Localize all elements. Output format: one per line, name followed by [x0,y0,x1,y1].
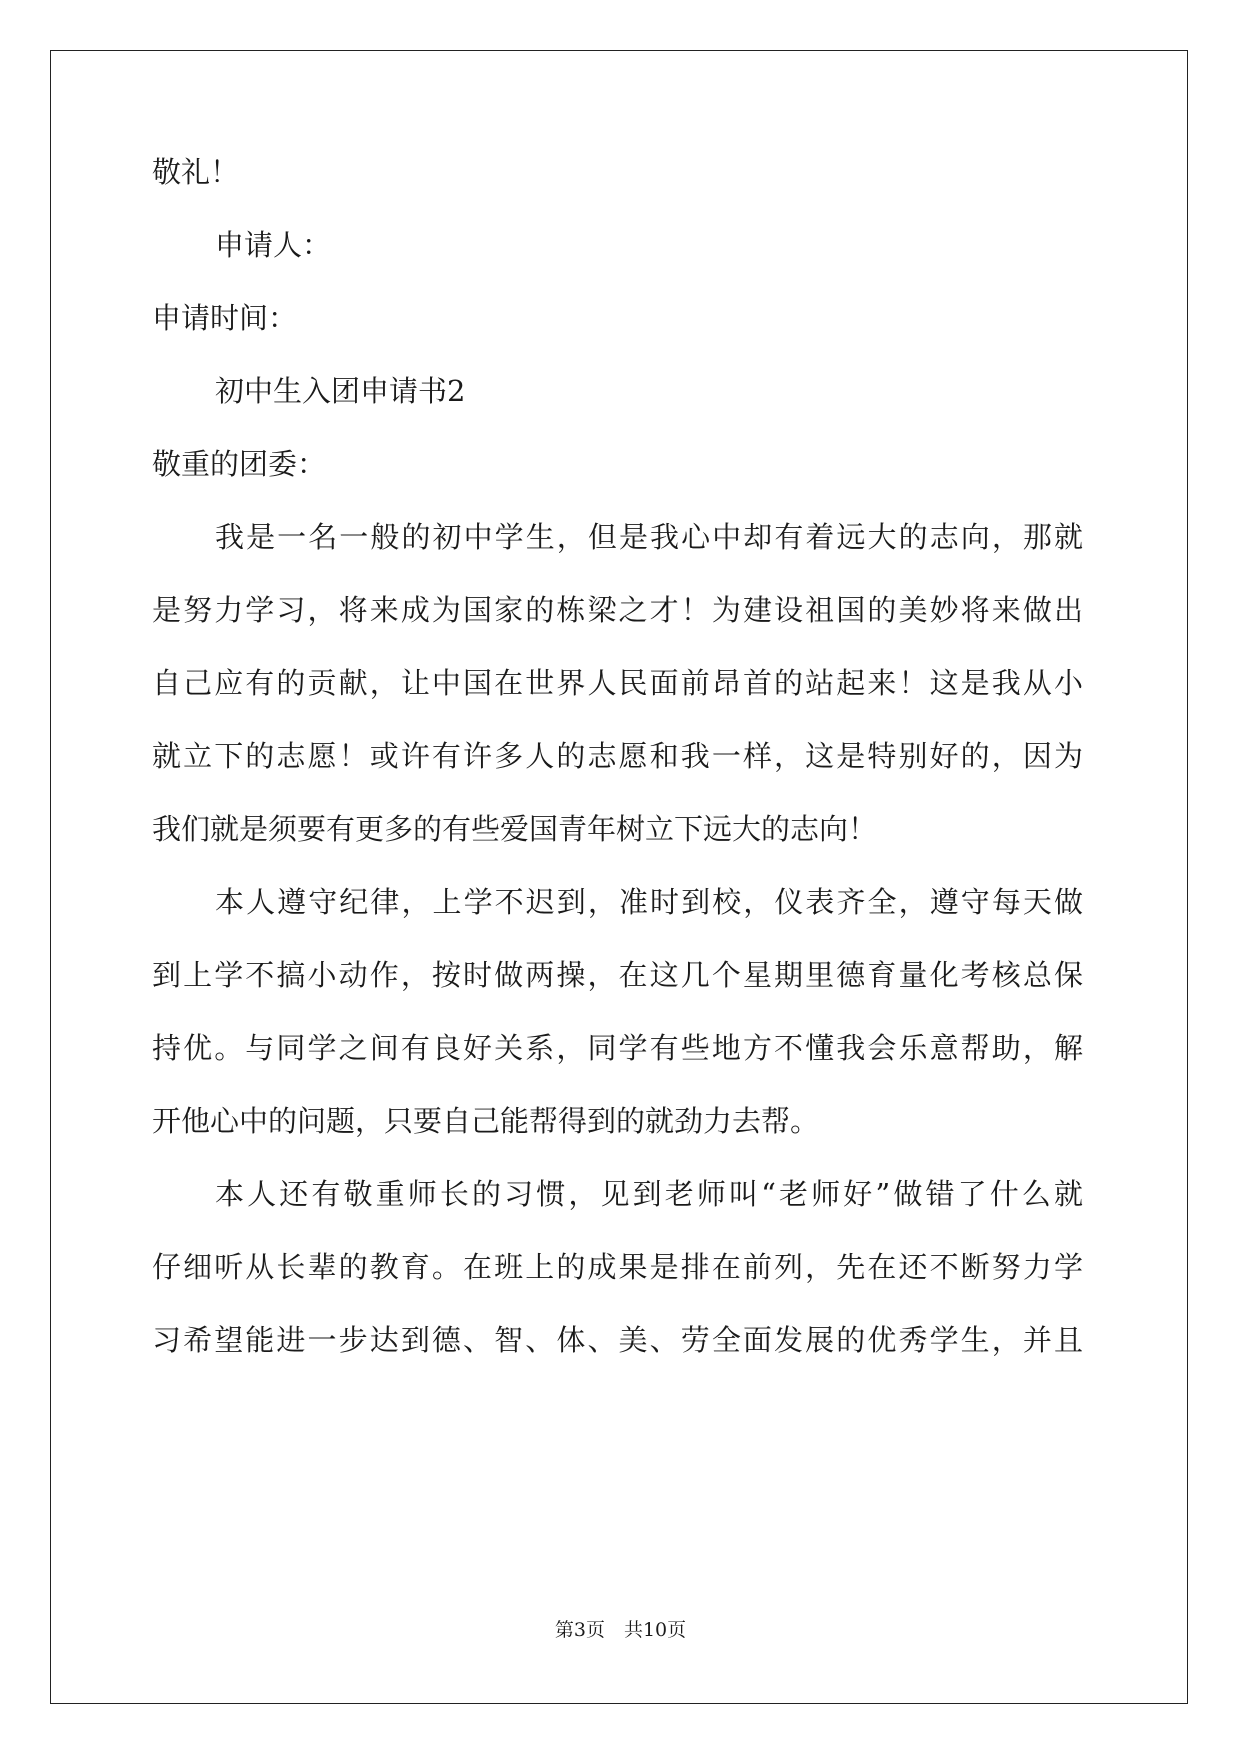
paragraph-2-line-1: 本人遵守纪律，上学不迟到，准时到校，仪表齐全，遵守每天做 [215,885,1083,919]
applicant-label: 申请人： [215,228,332,262]
paragraph-1-line-4: 就立下的志愿！或许有许多人的志愿和我一样，这是特别好的，因为 [152,739,1083,773]
paragraph-3-line-3: 习希望能进一步达到德、智、体、美、劳全面发展的优秀学生，并且 [152,1323,1083,1357]
paragraph-1-line-5: 我们就是须要有更多的有些爱国青年树立下远大的志向！ [152,812,878,846]
application-date-label: 申请时间： [152,301,298,335]
salutation: 敬重的团委： [152,447,327,481]
paragraph-1-line-3: 自己应有的贡献，让中国在世界人民面前昂首的站起来！这是我从小 [152,666,1083,700]
paragraph-3-line-1: 本人还有敬重师长的习惯，见到老师叫“老师好”做错了什么就 [215,1177,1083,1211]
closing-salute: 敬礼！ [152,155,240,189]
paragraph-2-line-4: 开他心中的问题，只要自己能帮得到的就劲力去帮。 [152,1104,820,1138]
paragraph-2-line-2: 到上学不搞小动作，按时做两操，在这几个星期里德育量化考核总保 [152,958,1083,992]
page-number-footer: 第3页 共10页 [554,1619,687,1641]
paragraph-1-line-2: 是努力学习，将来成为国家的栋梁之才！为建设祖国的美妙将来做出 [152,593,1083,627]
paragraph-3-line-2: 仔细听从长辈的教育。在班上的成果是排在前列，先在还不断努力学 [152,1250,1083,1284]
paragraph-2-line-3: 持优。与同学之间有良好关系，同学有些地方不懂我会乐意帮助，解 [152,1031,1083,1065]
section-title: 初中生入团申请书2 [215,374,466,408]
paragraph-1-line-1: 我是一名一般的初中学生，但是我心中却有着远大的志向，那就 [215,520,1083,554]
